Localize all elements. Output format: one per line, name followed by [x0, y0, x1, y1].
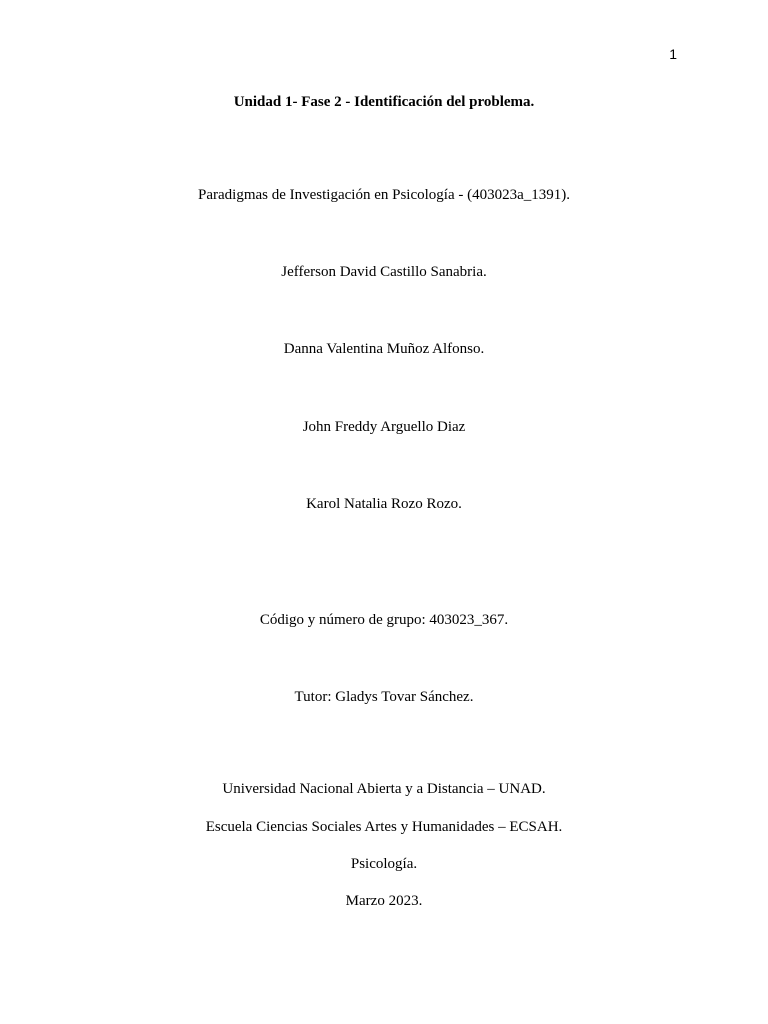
- program-name: Psicología.: [350, 856, 418, 872]
- author-1: Jefferson David Castillo Sanabria.: [281, 264, 487, 280]
- document-date: Marzo 2023.: [345, 893, 423, 909]
- page-number: 1: [669, 46, 677, 62]
- author-3: John Freddy Arguello Diaz: [302, 419, 466, 435]
- course-name: Paradigmas de Investigación en Psicología - (403023a_1391).: [198, 187, 570, 203]
- author-2: Danna Valentina Muñoz Alfonso.: [283, 341, 485, 357]
- tutor-name: Tutor: Gladys Tovar Sánchez.: [294, 689, 474, 705]
- document-title: Unidad 1- Fase 2 - Identificación del problema.: [233, 94, 535, 110]
- author-4: Karol Natalia Rozo Rozo.: [306, 496, 462, 512]
- group-code: Código y número de grupo: 403023_367.: [259, 612, 509, 628]
- university-name: Universidad Nacional Abierta y a Distancia – UNAD.: [222, 781, 546, 797]
- school-name: Escuela Ciencias Sociales Artes y Humanidades – ECSAH.: [205, 819, 563, 835]
